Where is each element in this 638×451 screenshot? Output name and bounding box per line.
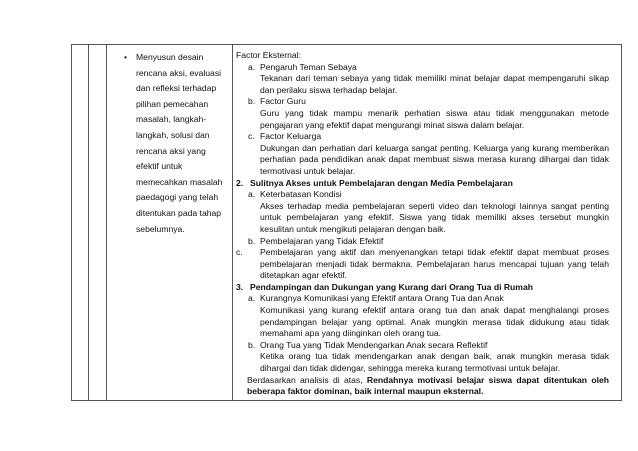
point-2b-heading (236, 236, 609, 248)
section-b-title: Factor Guru (260, 96, 306, 107)
intro-label: Factor Eksternal: (236, 50, 301, 60)
table-divider-2 (106, 44, 107, 401)
point-3a-letter: a. (248, 293, 256, 304)
section-c-title: Factor Keluarga (260, 131, 322, 142)
table-border-top (71, 44, 621, 45)
section-c-letter: c. (248, 131, 255, 142)
section-b-body: Guru yang tidak mampu menarik perhatian siswa atau tidak menggunakan metode pengajaran yang efektif dapat mengurangi minat siswa dalam belajar. (260, 107, 609, 130)
section-c-heading (236, 131, 609, 143)
point-3b-letter: b. (248, 339, 256, 350)
conclusion-paragraph (236, 375, 609, 398)
table-border-left (71, 44, 72, 401)
section-b-letter: b. (248, 96, 256, 107)
analysis-cell (236, 50, 609, 398)
objective-text: Menyusun desain rencana aksi, evaluasi dan refleksi terhadap pilihan pemecahan masalah, langkah-langkah, solusi dan rencana aksi yang efektif untuk memecahkan masalah paedagogi yang telah ditentukan pada tahap sebelumnya. (136, 52, 223, 234)
point-2a-letter: a. (248, 189, 256, 200)
point-3-number: 3. (236, 281, 244, 292)
point-2-heading (236, 178, 609, 190)
point-3b-body: Ketika orang tua tidak mendengarkan anak dengan baik, anak mungkin merasa tidak dihargai dan tidak didengar, sehingga mereka kurang termotivasi untuk belajar. (260, 351, 609, 374)
point-3a-title: Kurangnya Komunikasi yang Efektif antara Orang Tua dan Anak (260, 293, 504, 304)
point-3-title: Pendampingan dan Dukungan yang Kurang dari Orang Tua di Rumah (250, 281, 533, 292)
point-2a-heading (236, 189, 609, 201)
point-3b-title: Orang Tua yang Tidak Mendengarkan Anak secara Reflektif (260, 339, 488, 350)
point-2a-title: Keterbatasan Kondisi (260, 189, 342, 200)
section-a-letter: a. (248, 61, 256, 72)
objective-item (124, 50, 230, 237)
point-2c-item (236, 247, 609, 282)
section-a-body: Tekanan dari teman sebaya yang tidak memiliki minat belajar dapat mempengaruhi sikap dan perilaku siswa terhadap belajar. (260, 73, 609, 95)
table-border-right (621, 44, 622, 401)
point-3a-body: Komunikasi yang kurang efektif antara orang tua dan anak dapat menghalangi proses pendampingan belajar yang optimal. Anak mungkin merasa tidak didukung atau tidak memahami apa yang diinginkan oleh orang tua. (260, 305, 609, 339)
conclusion-emphasis: Rendahnya motivasi belajar siswa dapat ditentukan oleh beberapa faktor dominan, baik internal maupun eksternal. (247, 374, 609, 397)
bullet-icon: • (124, 52, 128, 62)
point-2-title: Sulitnya Akses untuk Pembelajaran dengan Media Pembelajaran (250, 177, 513, 188)
section-a-heading (236, 62, 609, 74)
point-3b-heading (236, 340, 609, 352)
section-b-heading (236, 96, 609, 108)
point-2-number: 2. (236, 177, 244, 188)
point-2b-title: Pembelajaran yang Tidak Efektif (260, 235, 384, 246)
point-2c-letter: c. (236, 247, 243, 258)
objective-cell (124, 50, 230, 237)
point-2a-body: Akses terhadap media pembelajaran seperti video dan teknologi lainnya sangat penting untuk pembelajaran yang efektif. Siswa yang tidak memiliki akses tersebut mungkin kesulitan untuk mengikuti pelajaran dengan baik. (260, 200, 609, 234)
table-divider-3 (232, 44, 233, 401)
conclusion-lead: Berdasarkan analisis di atas, (247, 374, 367, 385)
point-3-heading (236, 282, 609, 294)
point-2c-title: Pembelajaran yang aktif dan menyenangkan tetapi tidak efektif dapat membuat proses pembelajaran menjadi tidak bermakna. Pembelajaran harus mencapai tujuan yang telah ditetapkan agar efektif. (260, 247, 609, 281)
table-border-bottom (71, 400, 621, 401)
section-a-title: Pengaruh Teman Sebaya (260, 61, 357, 72)
point-3a-heading (236, 293, 609, 305)
point-2b-letter: b. (248, 235, 256, 246)
table-divider-1 (88, 44, 89, 401)
section-c-body: Dukungan dan perhatian dari keluarga sangat penting. Keluarga yang kurang memberikan perhatian pada pendidikan anak dapat membuat siswa merasa kurang dihargai dan tidak termotivasi untuk belajar. (260, 142, 609, 176)
